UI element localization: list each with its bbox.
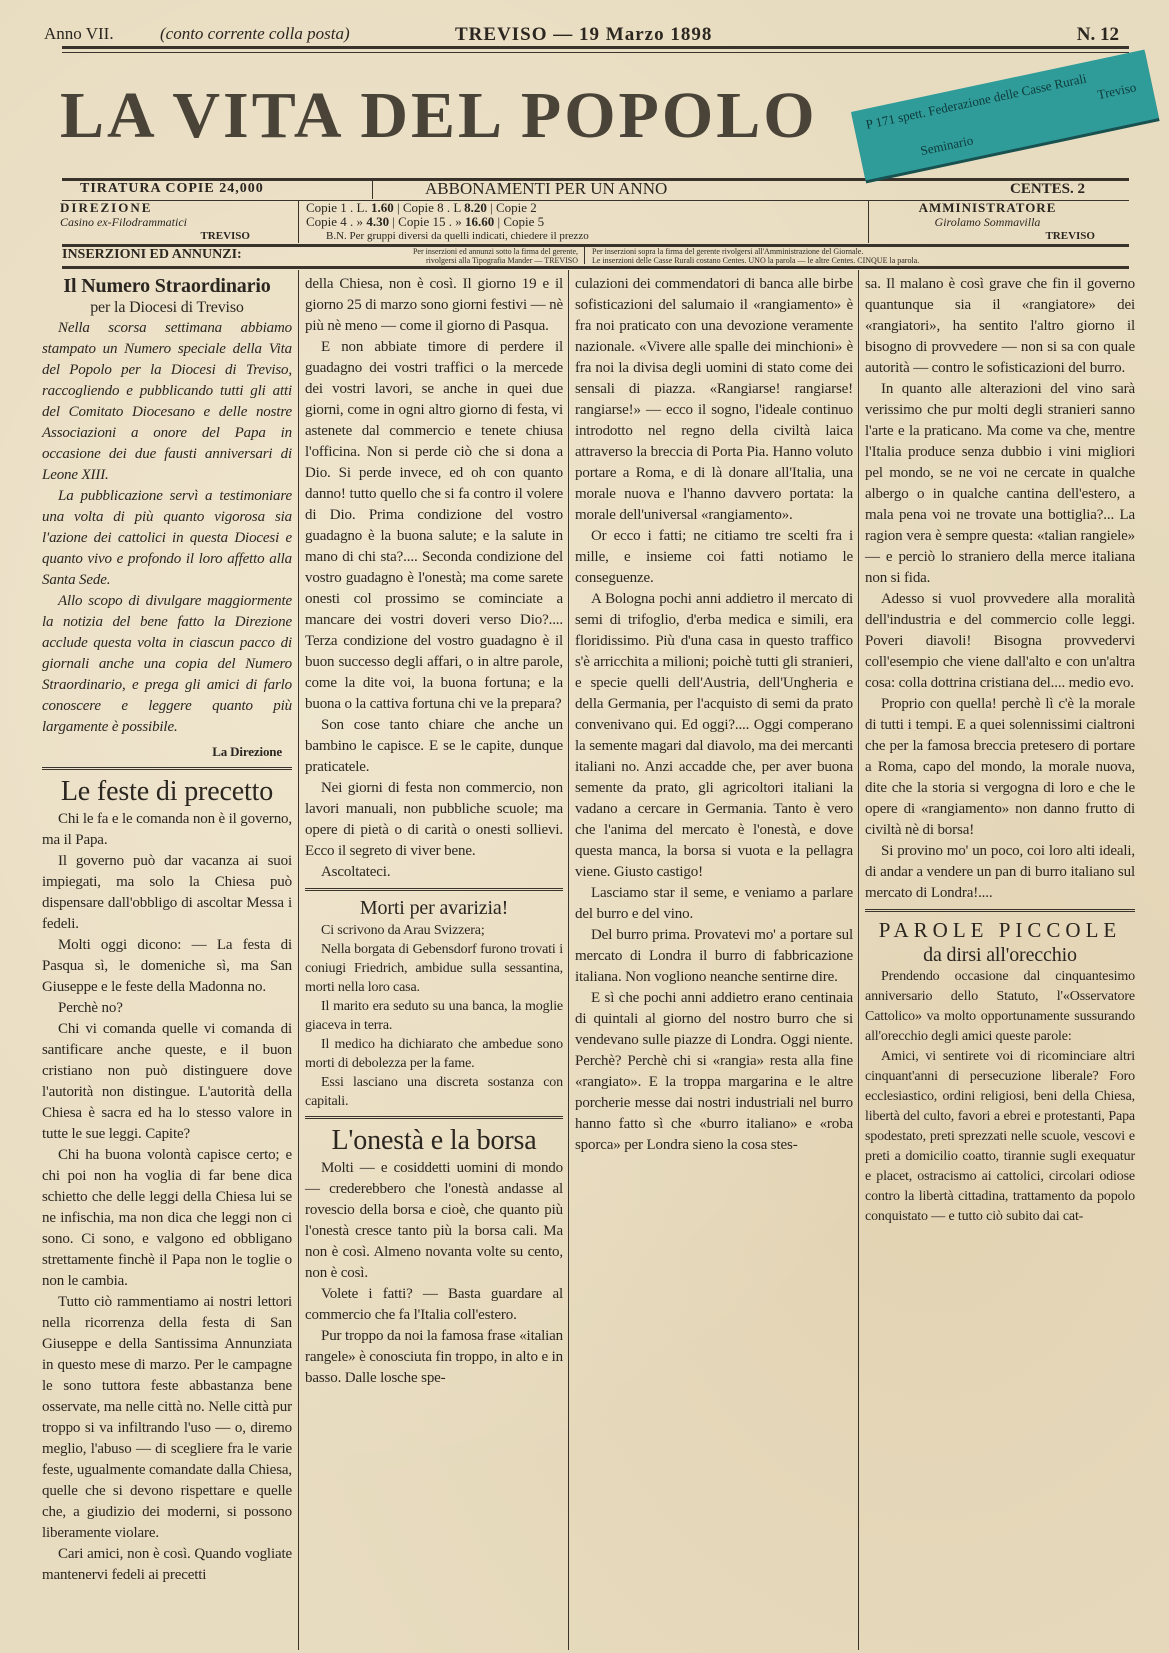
column-4 <box>865 274 1135 1227</box>
column-3 <box>575 274 853 1156</box>
column-2 <box>305 274 563 1389</box>
divider <box>62 266 1129 269</box>
article-subtitle: da dirsi all'orecchio <box>923 944 1077 966</box>
paragraph: Nei giorni di festa non commercio, non lavori manuali, non pubbliche scuole; ma opere di pietà o di carità o onesti sollievi. Ecco il segreto di viver bene. <box>305 780 563 859</box>
paragraph: Tutto ciò rammentiamo ai nostri lettori nella ricorrenza della festa di San Giuseppe e della Santissima Annunziata in questo mese di marzo. Per le campagne le sono tuttora feste abbastanza bene osservate, ma nelle città no. Nelle città pur troppo si va infiltrando l'uso — o, diremo meglio, l'abuso — di scegliere fra le varie feste, ugualmente comandate dalla Chiesa, quelle che si devono rispettare e quelle che, a giudizio dei moderni, si possono liberamente violare. <box>42 1294 292 1541</box>
issue-price: CENTES. 2 <box>1010 181 1086 197</box>
column-1 <box>42 274 292 1586</box>
paragraph: Nella borgata di Gebensdorf furono trovati i coniugi Friedrich, ambidue sulla sessantina, morti nella loro casa. <box>305 942 563 995</box>
paragraph: Molti oggi dicono: — La festa di Pasqua sì, le domeniche sì, ma San Giuseppe e le feste della Madonna no. <box>42 937 292 995</box>
paragraph: Adesso si vuol provvedere alla moralità dell'industria e del commercio colle leggi. Poveri diavoli! Bisogna provvedervi coll'esempio che viene dall'alto e con un'altra cosa: colla dottrina cristiana del.... medio evo. <box>865 591 1135 691</box>
administrator-name: Girolamo Sommavilla <box>934 215 1041 229</box>
paragraph: Nella scorsa settimana abbiamo stampato un Numero speciale della Vita del Popolo per la Diocesi di Treviso, raccogliendo e pubblicando tutti gli atti del Comitato Diocesano e delle nostre Associazioni a onore del Papa in occasione dei due fausti anniversari di Leone XIII. <box>42 320 292 483</box>
divider <box>62 46 1129 49</box>
paragraph: Del burro prima. Provatevi mo' a portare sul mercato di Londra il burro di fabbricazione italiana. Non vogliono neanche sentirne dire. <box>575 927 853 985</box>
direction-city: TREVISO <box>200 230 250 242</box>
paragraph: In quanto alle alterazioni del vino sarà verissimo che pur molti degli stranieri sanno l'arte e la praticano. Ma come va che, mentre l'Italia produce senza dubbio i vini migliori pel mondo, se ne voi ne cercate in qualche albergo o in qualche cantina dell'estero, a mala pena voi ne trovate una bottiglia?... La ragion vera è sempre questa: «talian rangiele» — e perciò lo straniero della merce italiana non si fida. <box>865 381 1135 586</box>
subscriptions-heading: ABBONAMENTI PER UN ANNO <box>425 179 668 198</box>
circulation: TIRATURA COPIE 24,000 <box>80 181 264 196</box>
paragraph: A Bologna pochi anni addietro il mercato di semi di trifoglio, d'erba medica e simili, era floridissimo. Più d'una casa in questo traffico s'è arricchita a milioni; poichè tutti gli stranieri, e specie quelli dell'Austria, dell'Ungheria e della Germania, per l'acquisto di semi da prato convenivano qui. Ed oggi?.... Oggi comperano la semente magari dal diavolo, ma dei mercanti italiani no. Anzi accadde che, per aver buona semente da prato, gli agricoltori italiani la vadano a cercare in Germania. Tanto è vero che l'anima del mercato è l'onestà, e dove questa manca, la borsa si vuota e la pellagra viene. Giusto castigo! <box>575 591 853 880</box>
paragraph: Prendendo occasione dal cinquantesimo anniversario dello Statuto, l'«Osservatore Cattolico» va molto opportunamente sussurando all'orecchio degli amici queste parole: <box>865 969 1135 1044</box>
paragraph: Volete i fatti? — Basta guardare al commercio che fa l'Italia coll'estero. <box>305 1286 563 1323</box>
paragraph: Ascoltateci. <box>321 864 391 880</box>
paragraph: Chi ha buona volontà capisce certo; e chi poi non ha voglia di far bene dica schietto che delle leggi della Chiesa lui se ne infischia, ma non dica che leggi non ci sono. Ci sono, e valgono ed obbligano strettamente finchè il Papa non le toglie o non le cambia. <box>42 1147 292 1289</box>
article-title: Morti per avarizia! <box>359 897 509 919</box>
administrator-label: AMMINISTRATORE <box>918 200 1057 215</box>
price-note: B.N. Per gruppi diversi da quelli indicati, chiedere il prezzo <box>326 230 589 242</box>
article-title: L'onestà e la borsa <box>331 1125 537 1156</box>
paragraph: Essi lasciano una discreta sostanza con capitali. <box>305 1075 563 1109</box>
paragraph: E sì che pochi anni addietro erano centinaia di quintali al giorno del nostro burro che si vendevano sulle piazze di Londra. Oggi niente. Perchè? Perchè chi si «rangia» resta alla fine «rangiato». E la troppa margarina e le altre porcherie messe dai nostri industriali nel burro hanno fatto sì che «burro italiano» e «roba sporca» per Londra sieno la cosa stes- <box>575 990 853 1153</box>
administrator-block <box>880 201 1095 243</box>
article-subtitle: per la Diocesi di Treviso <box>90 299 244 316</box>
article-title: Le feste di precetto <box>60 776 274 807</box>
price-table: Copie 1 . L. 1.60 | Copie 8 . L 8.20 | Copie 2 Copie 4 . » 4.30 | Copie 15 . » 16.60 | Copie 5 B.N. Per gruppi diversi da quelli indicati, chiedere il prezzo <box>306 200 589 242</box>
paragraph: Il medico ha dichiarato che ambedue sono morti di debolezza per la fame. <box>305 1037 563 1071</box>
paragraph: Molti — e cosiddetti uomini di mondo — crederebbero che l'onestà andasse al rovescio della borsa e cioè, che quanto più l'onestà cresce tanto più la borsa cali. Ma non è così. Almeno novanta volte su cento, non è così. <box>305 1160 563 1281</box>
paragraph: E non abbiate timore di perdere il guadagno dei vostri traffici o la mercede dei vostri lavori, se anche in quei due giorni, come in ogni altro giorno di festa, vi astenete dal commercio e tenete chiusa l'officina. Non si perde ciò che si dona a Dio. Si perde invece, ed oh con quanto danno! tutto quello che si fa contro il volere di Dio. Prima condizione del vostro guadagno è la buona salute; e la salute in mano di chi sta?.... Seconda condizione del vostro guadagno è l'onestà; ma come sarete onesti col prossimo se cominciate a mancare dei vostri doveri verso Dio?.... Terza condizione del vostro guadagno è il buon successo degli affari, o in altre parole, come la dite voi, la buona fortuna; e la buona o la cattiva fortuna chi ve la prepara? <box>305 339 563 712</box>
paragraph: Lasciamo star il seme, e veniamo a parlare del burro e del vino. <box>575 885 853 922</box>
paragraph: Il marito era seduto su una banca, la moglie giaceva in terra. <box>305 999 563 1033</box>
ads-label: INSERZIONI ED ANNUNZI: <box>62 247 242 262</box>
paragraph: sa. Il malano è così grave che fin il governo quantunque sia il «rangiatore» dei «rangiatori», ha sentito l'altro giorno il bisogno di provvedere — non si sa con quale autorità — contro le sofisticazioni del burro. <box>865 276 1135 376</box>
dateline: TREVISO — 19 Marzo 1898 <box>455 24 713 45</box>
ads-left-note: Per inserzioni ed annunzi sotto la firma del gerente, rivolgersi alla Tipografia Mander — TREVISO <box>412 247 578 265</box>
paragraph: della Chiesa, non è così. Il giorno 19 e il giorno 25 di marzo sono giorni festivi — nè più nè meno — come il giorno di Pasqua. <box>305 276 563 334</box>
administrator-city: TREVISO <box>1045 230 1095 242</box>
paragraph: Perchè no? <box>58 1000 123 1016</box>
paragraph: La pubblicazione servì a testimoniare una volta di più quanto vigorosa sia l'azione dei cattolici in questa Diocesi e quanto vivo e profondo il loro affetto alla Santa Sede. <box>42 488 292 588</box>
newspaper-title: LA VITA DEL POPOLO <box>60 79 818 152</box>
paragraph: Il governo può dar vacanza ai suoi impiegati, ma solo la Chiesa può dispensare dall'obbligo di ascoltar Messa i fedeli. <box>42 853 292 932</box>
paragraph: Pur troppo da noi la famosa frase «italian rangele» è conosciuta fin troppo, in alto e in basso. Dalle losche spe- <box>305 1328 563 1386</box>
paragraph: Chi vi comanda quelle vi comanda di santificare anche queste, e il buon cristiano non può distinguere dove l'autorità non distingue. L'autorità della Chiesa è sacra ed ha lo stesso valore in tutte le sue leggi. Capite? <box>42 1021 292 1142</box>
article-title: PAROLE PICCOLE <box>878 918 1122 942</box>
paragraph: Amici, vi sentirete voi di ricominciare altri cinquant'anni di persecuzione liberale? Foro ecclesiastico, ordini religiosi, beni della Chiesa, libertà del culto, favori a ebrei e protestanti, Papa spodestato, preti sprezzati nelle scuole, vescovi e preti a domicilio coatto, tirannie sugli exequatur e placet, ostracismo ai cattolici, circolari odiose contro la libertà cittadina, trattamento da popolo conquistato — e tutto ciò subito dai cat- <box>865 1049 1135 1224</box>
divider <box>62 52 1129 53</box>
postal-note: (conto corrente colla posta) <box>160 24 350 43</box>
paragraph: culazioni dei commendatori di banca alle birbe sofisticazioni del salumaio il «rangiamento» è fra noi praticato con una devozione veramente nazionale. «Vivere alle spalle dei minchioni» è fra noi la divisa degli uomini di stato come dei sensali di piazza. «Rangiarse! rangiarse! rangiarse!» — ecco il sogno, l'ideale continuo introdotto nel regno della civiltà laica attraverso la breccia di Porta Pia. Hanno voluto portare a Roma, e di là donare all'Italia, una morale nuova e l'hanno davvero portata: la morale dell'universal «rangiamento». <box>575 276 853 523</box>
issue-number: N. 12 <box>1076 24 1119 45</box>
paragraph: Si provino mo' un poco, coi loro alti ideali, di andar a vendere un pan di burro italiano sul mercato di Londra!.... <box>865 843 1135 901</box>
paragraph: Or ecco i fatti; ne citiamo tre scelti fra i mille, e insieme coi fatti notiamo le conseguenze. <box>575 528 853 586</box>
article-title: Il Numero Straordinario <box>63 275 271 297</box>
direction-block <box>60 201 250 243</box>
direction-label: DIREZIONE <box>60 200 153 215</box>
paragraph: Proprio con quella! perchè lì c'è la morale di tutti i tempi. E a quei solennissimi cialtroni che per la famosa breccia pretesero di portare a Roma, capo del mondo, la morale nuova, dite che la storia si vergogna di loro e che le opere di «rangiamento» non danno frutto di civiltà nè di borsa! <box>865 696 1135 838</box>
paragraph: Son cose tanto chiare che anche un bambino le capisce. E se le capite, dunque praticatele. <box>305 717 563 775</box>
signature: La Direzione <box>212 744 282 759</box>
paragraph: Ci scrivono da Arau Svizzera; <box>321 923 485 938</box>
address-label-sticker: P 171 spett. Federazione delle Casse Rurali Treviso Seminario <box>851 50 1159 181</box>
paragraph: Chi le fa e le comanda non è il governo, ma il Papa. <box>42 811 292 848</box>
year-label: Anno VII. <box>44 24 114 43</box>
direction-address: Casino ex-Filodrammatici <box>60 215 187 229</box>
ads-right-note: Per inserzioni sopra la firma del gerente rivolgersi all'Amministrazione del Giornale. Le inserzioni delle Casse Rurali costano Centes. UNO la parola — le altre Centes. CINQUE la parola. <box>592 247 920 265</box>
paragraph: Cari amici, non è così. Quando vogliate mantenervi fedeli ai precetti <box>42 1546 292 1583</box>
paragraph: Allo scopo di divulgare maggiormente la notizia del bene fatto la Direzione acclude questa volta in ciascun pacco di giornali anche una copia del Numero Straordinario, e prega gli amici di farlo conoscere e leggere quanto più largamente è possibile. <box>42 593 292 735</box>
